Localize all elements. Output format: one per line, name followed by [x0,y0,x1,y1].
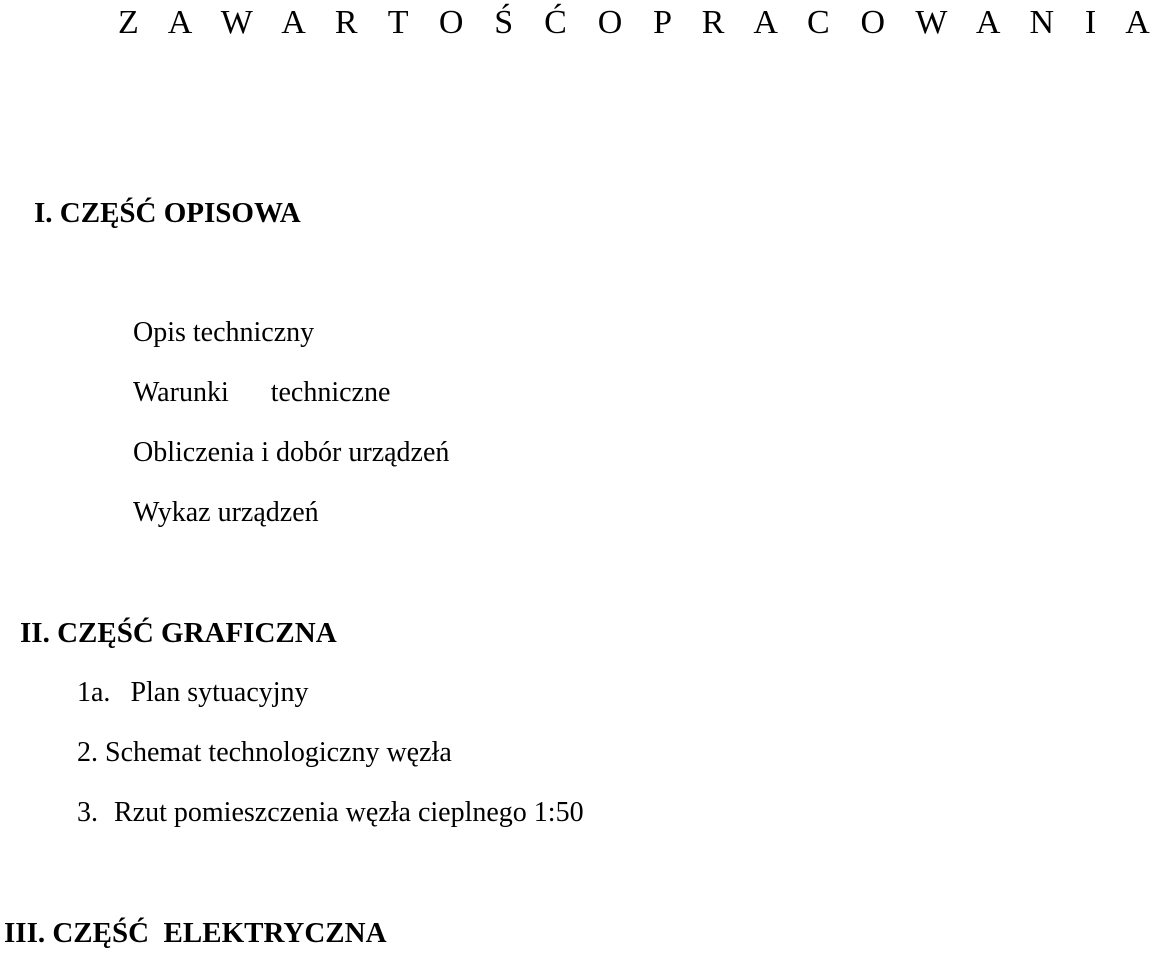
list-item-technological-scheme [77,739,452,767]
list-item-text: Rzut pomieszczenia węzła cieplnego 1:50 [114,797,584,828]
document-title: Z A W A R T O Ś Ć O P R A C O W A N I A [118,4,1156,41]
list-item-room-layout [77,799,584,827]
section-heading-descriptive: I. CZĘŚĆ OPISOWA [34,197,301,229]
list-item-equipment-list: Wykaz urządzeń [133,497,319,528]
list-item-number: 1a. [77,677,111,708]
list-item-technical-conditions-word-a: Warunki [133,377,229,408]
list-item-calculations: Obliczenia i dobór urządzeń [133,437,450,468]
section-heading-graphic: II. CZĘŚĆ GRAFICZNA [20,617,337,649]
list-item-number: 3. [77,797,98,828]
list-item-number: 2. [77,737,98,768]
list-item-site-plan [77,679,309,707]
list-item-text: Schemat technologiczny węzła [105,737,452,768]
list-item-technical-description: Opis techniczny [133,317,315,348]
list-item-text: Plan sytuacyjny [130,677,309,708]
section-heading-electrical: III. CZĘŚĆ ELEKTRYCZNA [4,917,387,949]
list-item-technical-conditions [133,379,390,407]
list-item-technical-conditions-word-b: techniczne [270,377,391,408]
